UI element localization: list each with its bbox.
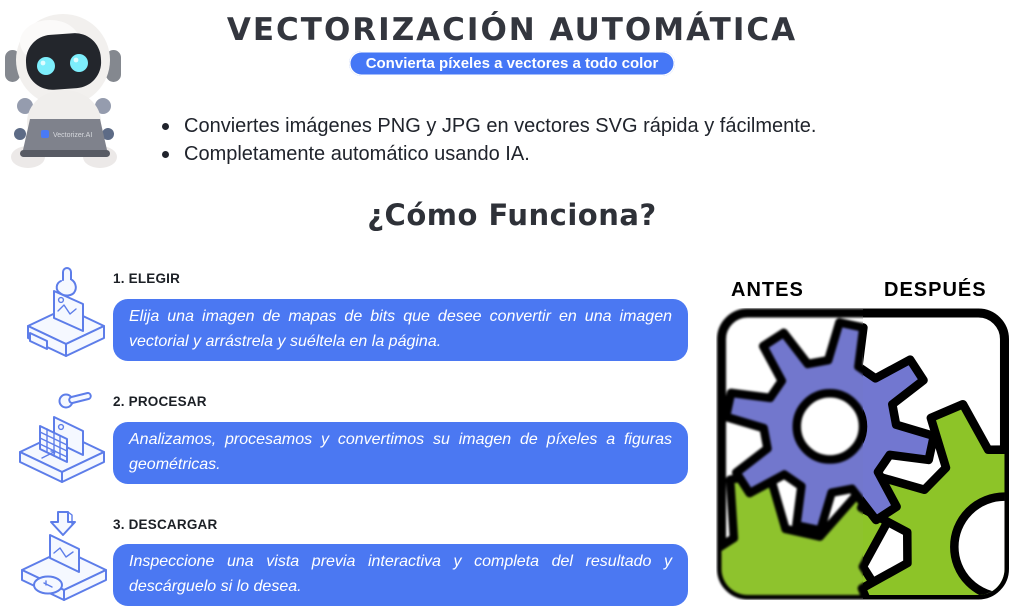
vectorizer-logo-icon xyxy=(41,130,49,138)
download-result-isometric-icon xyxy=(16,506,108,606)
choose-image-isometric-icon xyxy=(20,264,112,364)
before-label: ANTES xyxy=(731,279,804,301)
pointer-hand xyxy=(57,280,76,295)
step-1-description: Elija una imagen de mapas de bits que desee convertir en una imagen vectorial y arrástrela y suéltela en la página. xyxy=(113,299,688,361)
wrench-handle xyxy=(69,392,92,403)
how-it-works-heading: ¿Cómo Funciona? xyxy=(367,198,657,232)
before-after-gear-illustration xyxy=(716,308,1010,600)
process-image-isometric-icon xyxy=(14,386,106,486)
page-title: VECTORIZACIÓN AUTOMÁTICA xyxy=(226,12,798,48)
step-3-label: 3. DESCARGAR xyxy=(113,517,218,532)
step-2-label: 2. PROCESAR xyxy=(113,394,207,409)
step-3-description: Inspeccione una vista previa interactiva y completa del resultado y descárguelo si lo desea. xyxy=(113,544,688,606)
robot-knee-left xyxy=(14,128,26,140)
feature-bullet: Completamente automático usando IA. xyxy=(158,140,918,168)
badge-row xyxy=(0,51,1024,76)
feature-bullet-list xyxy=(158,112,918,168)
laptop-brand-label: Vectorizer.AI xyxy=(53,132,93,139)
feature-bullet: Conviertes imágenes PNG y JPG en vectores SVG rápida y fácilmente. xyxy=(158,112,918,140)
step-1-label: 1. ELEGIR xyxy=(113,271,181,286)
step-2-description: Analizamos, procesamos y convertimos su imagen de píxeles a figuras geométricas. xyxy=(113,422,688,484)
blue-gear-hole xyxy=(797,393,863,459)
laptop-base xyxy=(20,150,110,157)
after-label: DESPUÉS xyxy=(884,279,987,301)
subtitle-badge: Convierta píxeles a vectores a todo color xyxy=(349,51,676,76)
